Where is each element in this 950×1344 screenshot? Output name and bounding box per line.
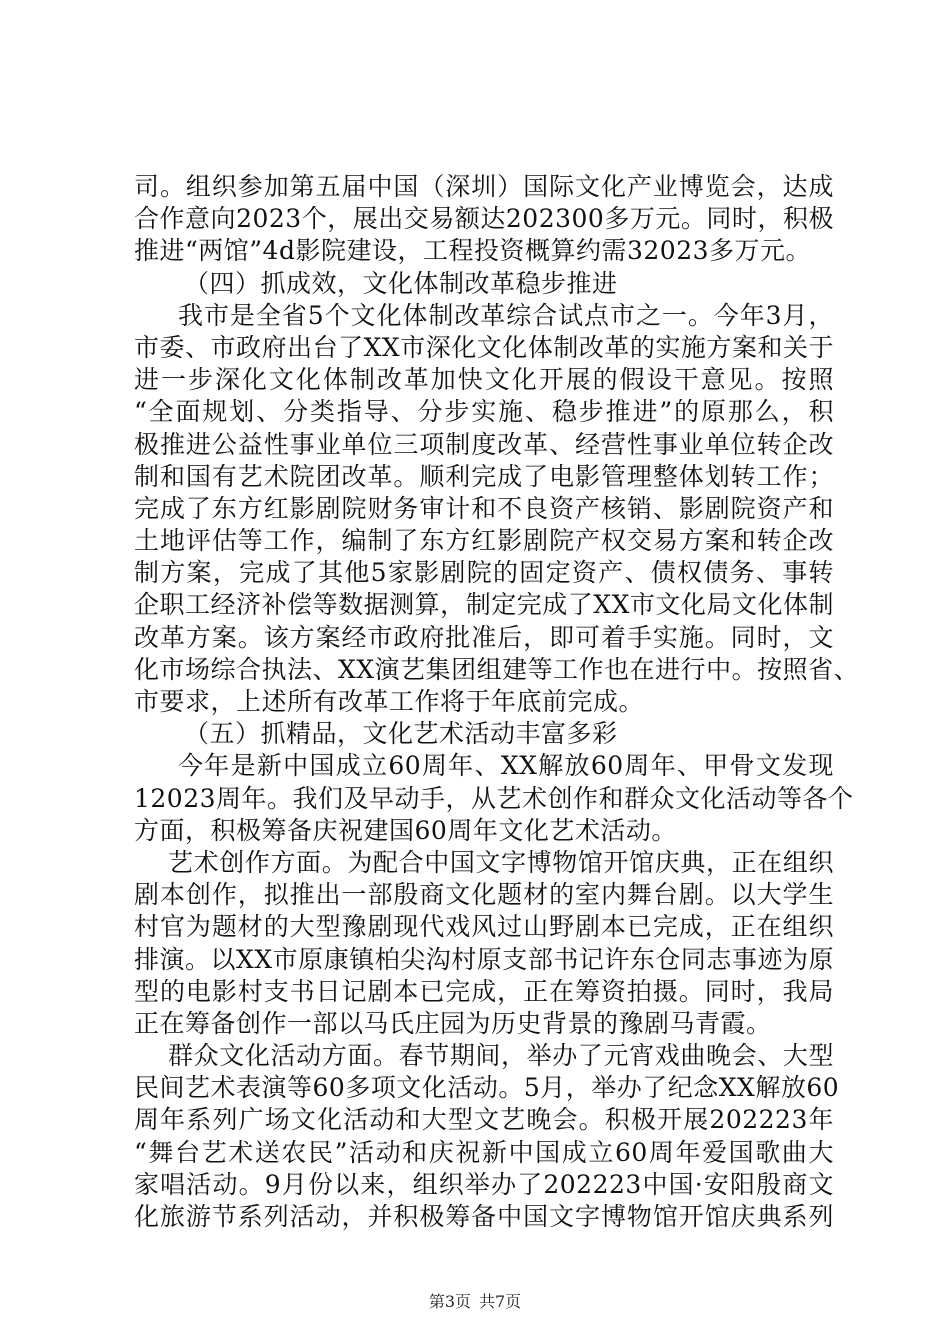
- paragraph-line: 民间艺术表演等60多项文化活动。5月，举办了纪念XX解放60: [134, 1073, 840, 1103]
- paragraph-line: 艺术创作方面。为配合中国文字博物馆开馆庆典，正在组织: [168, 847, 834, 877]
- paragraph-line: 制方案，完成了其他5家影剧院的固定资产、债权债务、事转: [134, 558, 834, 588]
- paragraph-line: 化旅游节系列活动，并积极筹备中国文字博物馆开馆庆典系列: [134, 1202, 834, 1231]
- paragraph-line: 土地评估等工作，编制了东方红影剧院产权交易方案和转企改: [134, 526, 834, 556]
- paragraph-line: 剧本创作，拟推出一部殷商文化题材的室内舞台剧。以大学生: [134, 880, 834, 910]
- paragraph-line: 化市场综合执法、XX演艺集团组建等工作也在进行中。按照省、: [134, 654, 860, 684]
- page-total: 共7页: [479, 1292, 522, 1311]
- paragraph-line: 今年是新中国成立60周年、XX解放60周年、甲骨文发现: [178, 751, 834, 781]
- paragraph-line: 村官为题材的大型豫剧现代戏风过山野剧本已完成，正在组织: [134, 912, 834, 942]
- page-footer: [0, 1292, 950, 1312]
- paragraph-line: 排演。以XX市原康镇柏尖沟村原支部书记许东仓同志事迹为原: [134, 944, 834, 974]
- paragraph-line: 我市是全省5个文化体制改革综合试点市之一。今年3月，: [178, 300, 834, 330]
- document-body: [134, 171, 860, 1233]
- paragraph-line: 周年系列广场文化活动和大型文艺晚会。积极开展202223年: [134, 1105, 834, 1135]
- paragraph-line: 改革方案。该方案经市政府批准后，即可着手实施。同时，文: [134, 622, 834, 652]
- paragraph-line: 进一步深化文化体制改革加快文化开展的假设干意见。按照: [134, 365, 834, 395]
- paragraph-line: 制和国有艺术院团改革。顺利完成了电影管理整体划转工作；: [134, 461, 834, 491]
- paragraph-line: 完成了东方红影剧院财务审计和不良资产核销、影剧院资产和: [134, 493, 834, 523]
- section-heading-four: （四）抓成效，文化体制改革稳步推进: [184, 268, 618, 298]
- paragraph-line: 型的电影村支书日记剧本已完成，正在筹资拍摄。同时，我局: [134, 976, 834, 1006]
- paragraph-line: 群众文化活动方面。春节期间，举办了元宵戏曲晚会、大型: [168, 1041, 834, 1071]
- paragraph-line: “全面规划、分类指导、分步实施、稳步推进”的原那么，积: [134, 397, 834, 427]
- paragraph-line: “舞台艺术送农民”活动和庆祝新中国成立60周年爱国歌曲大: [134, 1137, 834, 1167]
- paragraph-line: 企职工经济补偿等数据测算，制定完成了XX市文化局文化体制: [134, 590, 834, 620]
- paragraph-line: 方面，积极筹备庆祝建国60周年文化艺术活动。: [134, 815, 677, 845]
- paragraph-line: 极推进公益性事业单位三项制度改革、经营性事业单位转企改: [134, 429, 834, 459]
- paragraph-line: 市要求，上述所有改革工作将于年底前完成。: [134, 687, 645, 716]
- paragraph-line: 12023周年。我们及早动手，从艺术创作和群众文化活动等各个: [134, 783, 854, 813]
- paragraph-line: 家唱活动。9月份以来，组织举办了202223中国·安阳殷商文: [134, 1169, 834, 1199]
- paragraph-line: 司。组织参加第五届中国（深圳）国际文化产业博览会，达成: [134, 172, 834, 201]
- section-heading-five: （五）抓精品，文化艺术活动丰富多彩: [184, 719, 618, 749]
- page-number: 第3页: [428, 1292, 471, 1311]
- paragraph-line: 市委、市政府出台了XX市深化文化体制改革的实施方案和关于: [134, 332, 834, 362]
- paragraph-line: 推进“两馆”4d影院建设，工程投资概算约需32023多万元。: [134, 236, 812, 266]
- paragraph-line: 正在筹备创作一部以马氏庄园为历史背景的豫剧马青霞。: [134, 1008, 772, 1038]
- paragraph-line: 合作意向2023个，展出交易额达202300多万元。同时，积极: [134, 204, 834, 234]
